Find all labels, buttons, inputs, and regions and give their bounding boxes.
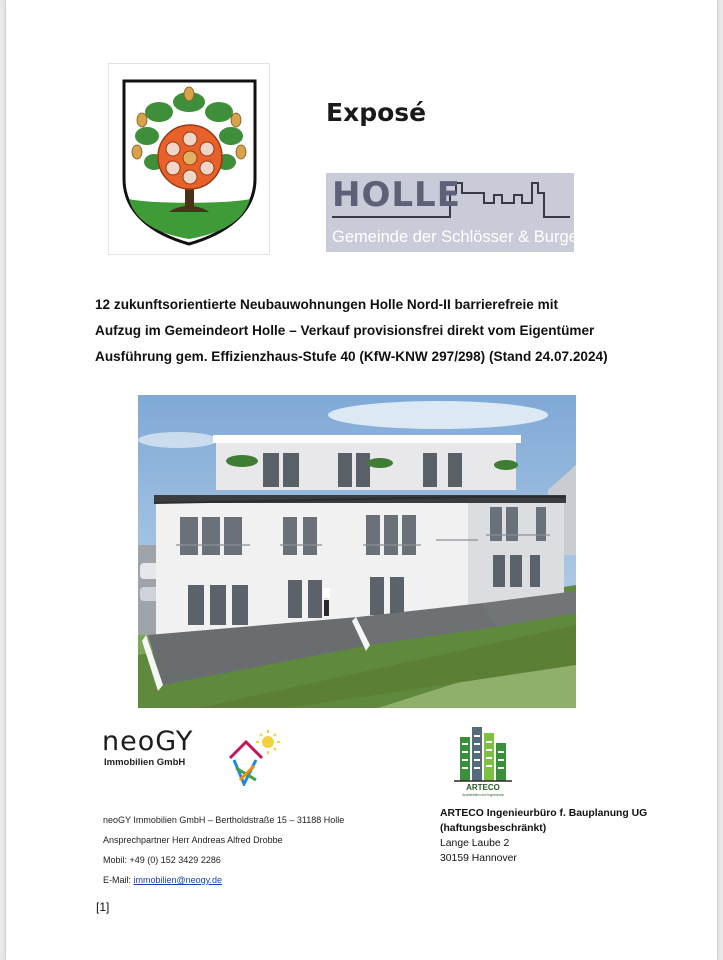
holle-wordmark: HOLLE: [332, 175, 461, 215]
building-rendering-image: [138, 395, 576, 708]
neogy-logo: [102, 726, 292, 788]
document-page: [6, 0, 717, 960]
neogy-wordmark-gy: GY: [155, 726, 194, 757]
apartment-building-illustration: [138, 395, 576, 708]
arteco-tagline: Architekten und Ingenieure: [462, 793, 504, 797]
footnote-marker: [1]: [96, 900, 110, 914]
headline-line-3: Ausführung gem. Effizienzhaus-Stufe 40 (KfW-KNW 297/298) (Stand 24.07.2024): [95, 349, 608, 364]
document-title: Exposé: [326, 98, 427, 127]
headline-line-2: Aufzug im Gemeindeort Holle – Verkauf provisionsfrei direkt vom Eigentümer: [95, 323, 595, 338]
house-sun-icon: [226, 728, 282, 786]
contact-email-row: [103, 870, 344, 890]
oak-tree-crest-icon: [109, 64, 269, 254]
contact-mobile: Mobil: +49 (0) 152 3429 2286: [103, 855, 221, 865]
arteco-wordmark: ARTECO: [466, 783, 500, 792]
arteco-address-line-2: (haftungsbeschränkt): [440, 823, 547, 834]
coat-of-arms-image: [108, 63, 270, 255]
contact-person: Ansprechpartner Herr Andreas Alfred Drobbe: [103, 835, 283, 845]
arteco-address-line-3: Lange Laube 2: [440, 838, 510, 849]
contact-email-label: E-Mail:: [103, 875, 134, 885]
arteco-address-line-1: ARTECO Ingenieurbüro f. Bauplanung UG: [440, 808, 648, 819]
holle-tagline: Gemeinde der Schlösser & Burgen: [332, 228, 587, 246]
holle-municipality-logo: [326, 173, 587, 252]
neogy-subtitle: Immobilien GmbH: [104, 757, 186, 768]
arteco-address-block: [440, 806, 647, 866]
contact-block: [103, 810, 344, 890]
headline-line-1: 12 zukunftsorientierte Neubauwohnungen Holle Nord-II barrierefreie mit: [95, 297, 559, 312]
neogy-wordmark-neo: neo: [102, 726, 156, 757]
arteco-logo: [438, 723, 528, 798]
contact-email-link[interactable]: immobilien@neogy.de: [133, 875, 223, 885]
neogy-wordmark: [102, 726, 193, 757]
arteco-buildings-icon: [438, 723, 528, 798]
property-headline: [95, 292, 655, 370]
contact-company-line: neoGY Immobilien GmbH – Bertholdstraße 15 – 31188 Holle: [103, 815, 345, 825]
arteco-address-line-4: 30159 Hannover: [440, 853, 517, 864]
